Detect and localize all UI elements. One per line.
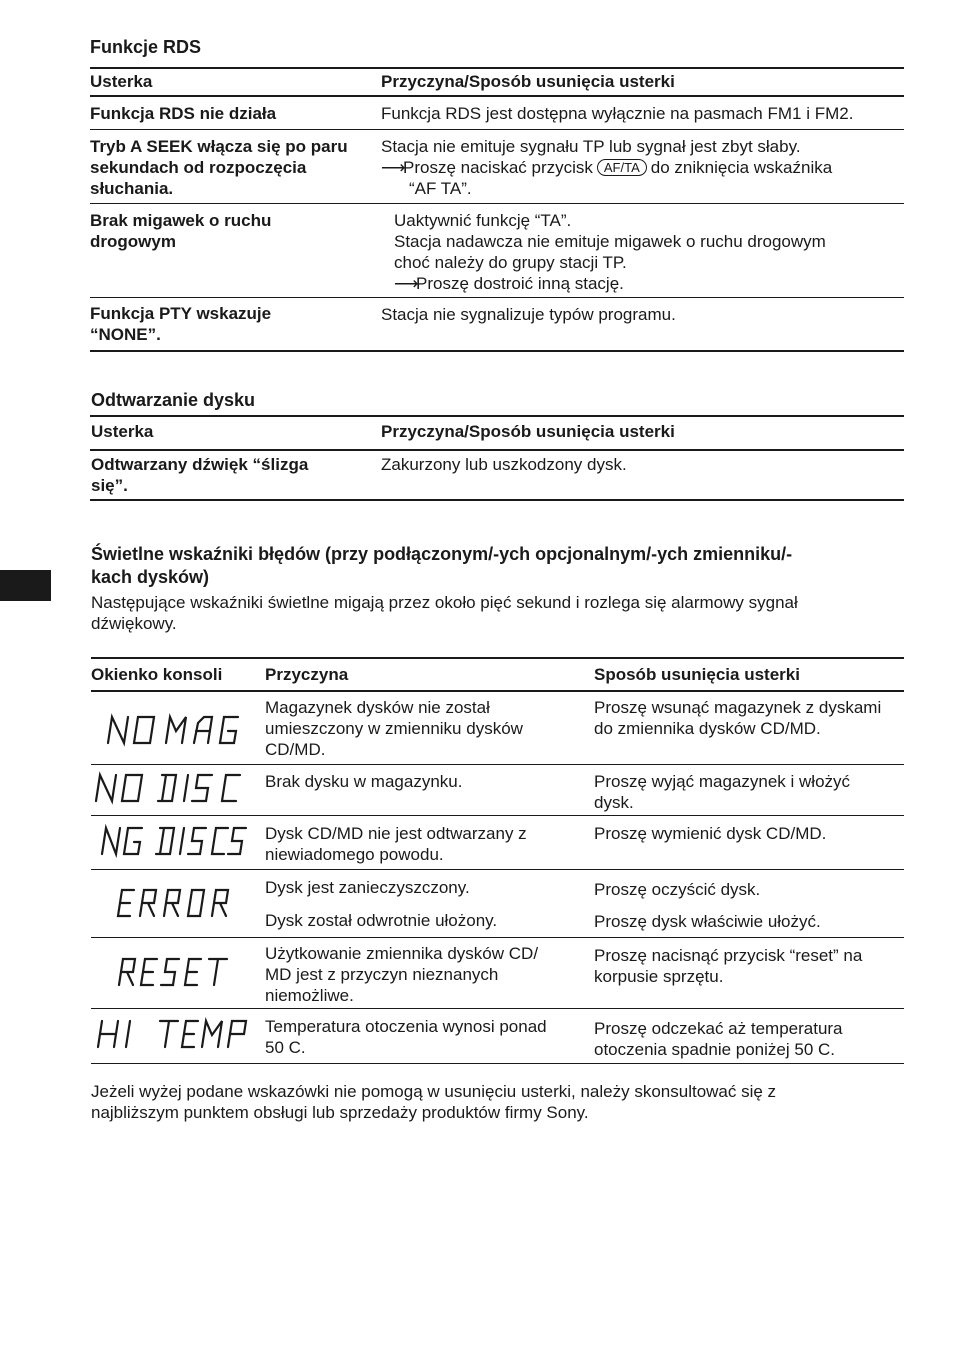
rds-row2-problem: Tryb A SEEK włącza się po paru sekundach od rozpoczęcia słuchania.	[90, 137, 348, 198]
fix-line: Proszę nacisnąć przycisk “reset” na	[594, 946, 863, 965]
lcd-display-error	[114, 886, 232, 920]
fix-line: Proszę wymienić dysk CD/MD.	[594, 824, 827, 843]
rds-table-bottom-rule	[90, 350, 904, 352]
error-fix	[594, 771, 850, 813]
error-cause	[265, 771, 462, 792]
rds-heading: Funkcje RDS	[90, 37, 202, 57]
cause-line: choć należy do grupy stacji TP.	[394, 253, 627, 272]
cause-line: Dysk CD/MD nie jest odtwarzany z	[265, 824, 527, 843]
cause-line: Magazynek dysków nie został	[265, 698, 490, 717]
row-divider	[91, 764, 904, 765]
disc-col-cause: Przyczyna/Sposób usunięcia usterki	[381, 422, 675, 441]
error-fix: Proszę oczyścić dysk.	[594, 880, 761, 899]
error-fix	[594, 1018, 843, 1060]
disc-heading: Odtwarzanie dysku	[91, 390, 256, 410]
error-cause: Dysk został odwrotnie ułożony.	[265, 911, 498, 930]
row-divider	[90, 297, 904, 298]
row-divider	[91, 937, 904, 938]
disc-row1-cause: Zakurzony lub uszkodzony dysk.	[381, 455, 627, 474]
cause-line: Brak dysku w magazynku.	[265, 772, 463, 791]
fix-line: Proszę wyjąć magazynek i włożyć	[594, 772, 851, 791]
row-divider	[91, 869, 904, 870]
cause-line: MD jest z przyczyn nieznanych	[265, 965, 499, 984]
cause-line	[381, 157, 901, 178]
disc-table-bottom-rule	[90, 499, 904, 501]
cause-line: Uaktywnić funkcję “TA”.	[394, 211, 572, 230]
errors-col-cause: Przyczyna	[265, 665, 349, 684]
cause-line: umieszczony w zmienniku dysków	[265, 719, 523, 738]
cause-text: Proszę dostroić inną stację.	[416, 274, 624, 293]
errors-header-rule	[91, 690, 904, 692]
cause-line: Użytkowanie zmiennika dysków CD/	[265, 944, 539, 963]
rds-row1-cause: Funkcja RDS jest dostępna wyłącznie na pasmach FM1 i FM2.	[381, 104, 854, 123]
errors-col-fix: Sposób usunięcia usterki	[594, 665, 800, 684]
footer-note	[91, 1081, 776, 1123]
lcd-display-ng-discs	[98, 824, 248, 858]
lcd-display-no-disc	[92, 771, 252, 805]
row-divider	[90, 129, 904, 130]
fix-line: otoczenia spadnie poniżej 50 C.	[594, 1040, 835, 1059]
cause-line: Temperatura otoczenia wynosi ponad	[265, 1017, 547, 1036]
errors-col-display: Okienko konsoli	[91, 665, 223, 684]
af-ta-key: AF/TA	[597, 159, 647, 176]
error-fix	[594, 945, 862, 987]
intro-line: Następujące wskaźniki świetlne migają przez około pięć sekund i rozlega się alarmowy sygnał	[91, 593, 798, 612]
fix-line: Proszę odczekać aż temperatura	[594, 1019, 843, 1038]
rds-row1-problem: Funkcja RDS nie działa	[90, 104, 277, 123]
footer-line: Jeżeli wyżej podane wskazówki nie pomogą w usunięciu usterki, należy skonsultować się z	[91, 1082, 777, 1101]
footer-line: najbliższym punktem obsługi lub sprzedaży produktów firmy Sony.	[91, 1103, 589, 1122]
error-fix	[594, 823, 826, 844]
error-cause	[265, 943, 538, 1006]
rds-row2-cause	[381, 136, 901, 199]
cause-text: do zniknięcia wskaźnika	[650, 158, 833, 177]
row-divider	[90, 203, 904, 204]
cause-line: Stacja nadawcza nie emituje migawek o ruchu drogowym	[394, 232, 826, 251]
errors-heading-line: kach dysków)	[91, 567, 210, 587]
error-fix: Proszę dysk właściwie ułożyć.	[594, 912, 821, 931]
error-cause	[265, 823, 527, 865]
error-cause	[265, 697, 523, 760]
rds-col-cause: Przyczyna/Sposób usunięcia usterki	[381, 72, 675, 91]
error-cause: Dysk jest zanieczyszczony.	[265, 878, 470, 897]
disc-table-top-rule	[90, 415, 904, 417]
disc-col-problem: Usterka	[91, 422, 154, 441]
rds-row4-cause: Stacja nie sygnalizuje typów programu.	[381, 305, 676, 324]
fix-line: Proszę wsunąć magazynek z dyskami	[594, 698, 882, 717]
cause-line: niemożliwe.	[265, 986, 354, 1005]
errors-table-bottom-rule	[91, 1063, 904, 1064]
cause-line: niewiadomego powodu.	[265, 845, 444, 864]
lcd-display-hi-temp	[94, 1017, 254, 1051]
right-arrow-icon: ⟶	[394, 274, 419, 293]
row-divider	[91, 815, 904, 816]
cause-line: 50 C.	[265, 1038, 306, 1057]
lcd-display-no-mag	[104, 713, 244, 747]
cause-line: “AF TA”.	[409, 179, 472, 198]
disc-header-rule	[90, 449, 904, 451]
errors-intro	[91, 592, 798, 634]
section-tab-marker	[0, 570, 51, 601]
lcd-display-reset	[115, 955, 233, 989]
fix-line: do zmiennika dysków CD/MD.	[594, 719, 821, 738]
rds-col-problem: Usterka	[90, 72, 153, 91]
errors-table-top-rule	[91, 657, 904, 659]
rds-table-top-rule	[90, 67, 904, 69]
right-arrow-icon: ⟶	[381, 158, 406, 177]
fix-line: dysk.	[594, 793, 634, 812]
rds-row4-problem: Funkcja PTY wskazuje “NONE”.	[90, 304, 272, 344]
cause-text: Proszę naciskać przycisk	[403, 158, 593, 177]
errors-heading	[91, 543, 792, 589]
cause-line: Stacja nie emituje sygnału TP lub sygnał jest zbyt słaby.	[381, 137, 801, 156]
rds-header-rule	[90, 95, 904, 97]
error-cause	[265, 1016, 547, 1058]
disc-row1-problem: Odtwarzany dźwięk “ślizga się”.	[91, 455, 309, 495]
cause-line	[394, 273, 894, 294]
errors-heading-line: Świetlne wskaźniki błędów (przy podłączonym/-ych opcjonalnym/-ych zmienniku/-	[91, 544, 793, 564]
rds-row3-problem: Brak migawek o ruchu drogowym	[90, 211, 272, 251]
rds-row3-cause	[394, 210, 894, 294]
row-divider	[91, 1008, 904, 1009]
fix-line: korpusie sprzętu.	[594, 967, 724, 986]
cause-line: CD/MD.	[265, 740, 326, 759]
error-fix	[594, 697, 881, 739]
intro-line: dźwiękowy.	[91, 614, 177, 633]
